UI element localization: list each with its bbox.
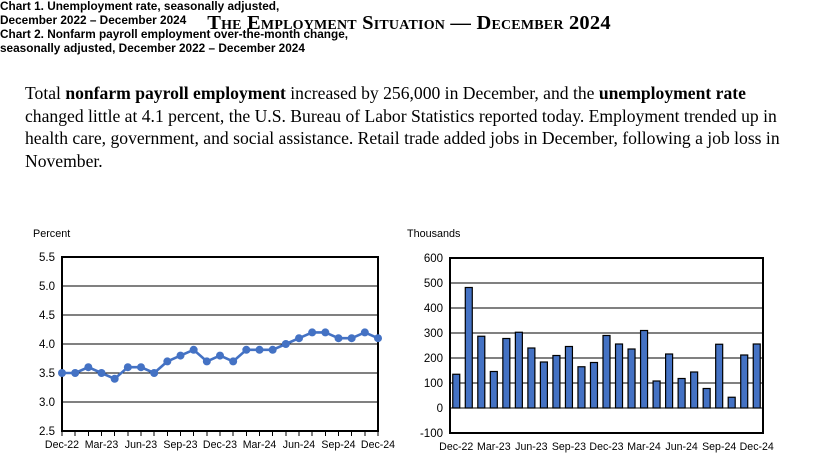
chart1-title-line1: Chart 1. Unemployment rate, seasonally adjusted, (0, 0, 280, 13)
chart2-title-line2: seasonally adjusted, December 2022 – December 2024 (0, 40, 305, 55)
svg-text:200: 200 (423, 353, 443, 365)
unemployment-rate-line-chart (25, 243, 397, 455)
svg-text:4.0: 4.0 (39, 339, 55, 351)
intro-text-2: increased by 256,000 in December, and the (285, 83, 599, 103)
svg-text:-100: -100 (419, 428, 443, 440)
intro-text-1: Total (25, 83, 66, 103)
svg-text:Dec-22: Dec-22 (44, 439, 80, 451)
svg-text:5.5: 5.5 (39, 252, 55, 264)
chart2-unit-label: Thousands (407, 228, 461, 240)
intro-bold-nonfarm-payroll: nonfarm payroll employment (65, 83, 286, 103)
svg-text:Dec-23: Dec-23 (589, 441, 624, 453)
intro-paragraph (25, 82, 803, 173)
svg-text:Dec-22: Dec-22 (439, 441, 474, 453)
svg-text:3.0: 3.0 (39, 397, 55, 409)
svg-text:Dec-23: Dec-23 (202, 439, 238, 451)
svg-text:5.0: 5.0 (39, 281, 55, 293)
chart2-title-line1: Chart 2. Nonfarm payroll employment over-the-month change, (0, 26, 349, 41)
svg-text:Jun-23: Jun-23 (515, 441, 548, 453)
svg-text:Sep-24: Sep-24 (321, 439, 356, 451)
intro-text-3: changed little at 4.1 percent, the U.S. Bureau of Labor Statistics reported today. Employment trended up in health care, government, and social assistance. Retail trade added jobs in December, following a job loss in November. (25, 105, 780, 172)
svg-text:Sep-23: Sep-23 (551, 441, 587, 453)
svg-text:Jun-23: Jun-23 (124, 439, 158, 451)
payroll-change-bar-chart (400, 243, 818, 455)
svg-text:Jun-24: Jun-24 (282, 439, 316, 451)
intro-bold-unemployment-rate: unemployment rate (598, 83, 746, 103)
svg-text:Jun-24: Jun-24 (665, 441, 698, 453)
svg-text:300: 300 (423, 328, 443, 340)
svg-text:Dec-24: Dec-24 (739, 441, 774, 453)
svg-text:3.5: 3.5 (39, 368, 55, 380)
svg-text:400: 400 (423, 303, 443, 315)
svg-text:Sep-24: Sep-24 (702, 441, 737, 453)
chart1-title-line2: December 2022 – December 2024 (0, 12, 187, 27)
svg-text:Dec-24: Dec-24 (360, 439, 396, 451)
svg-text:Mar-24: Mar-24 (242, 439, 277, 451)
page-title: The Employment Situation — December 2024 (207, 12, 611, 34)
svg-text:Mar-23: Mar-23 (477, 441, 511, 453)
svg-text:Mar-23: Mar-23 (84, 439, 119, 451)
chart1-unit-label: Percent (33, 228, 71, 240)
svg-text:600: 600 (423, 253, 443, 265)
svg-text:Mar-24: Mar-24 (627, 441, 661, 453)
svg-text:0: 0 (436, 403, 443, 415)
svg-text:Sep-23: Sep-23 (163, 439, 198, 451)
svg-text:100: 100 (423, 378, 443, 390)
svg-text:2.5: 2.5 (39, 426, 55, 438)
svg-text:4.5: 4.5 (39, 310, 55, 322)
svg-text:500: 500 (423, 278, 443, 290)
